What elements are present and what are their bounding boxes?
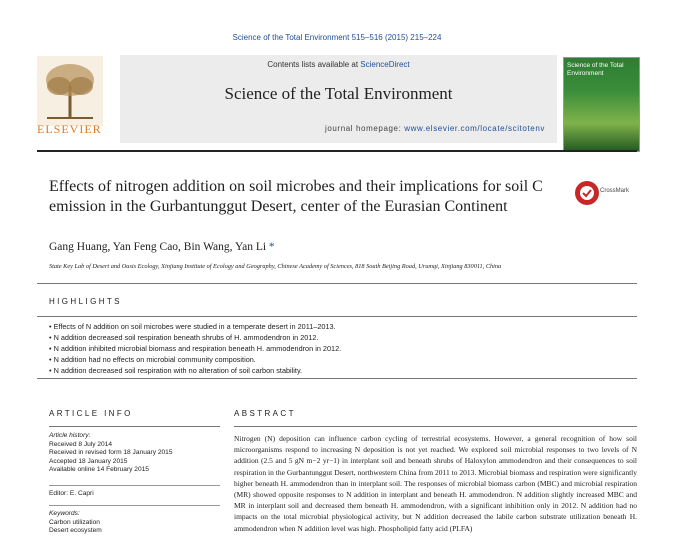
keyword: Carbon utilization [49,518,100,526]
author-list [49,241,275,253]
highlights-list [49,321,609,376]
divider [37,316,637,317]
editor: Editor: E. Capri [49,490,94,497]
history-revised: Received in revised form 18 January 2015 [49,449,173,457]
journal-citation[interactable]: Science of the Total Environment 515–516 (2015) 215–224 [232,33,442,42]
highlight-item: • N addition decreased soil respiration beneath shrubs of H. ammodendron in 2012. [49,333,319,342]
keywords [49,510,102,536]
crossmark-label[interactable]: CrossMark [600,188,630,194]
header-rule [37,150,637,152]
publisher-name: ELSEVIER [37,122,102,136]
elsevier-tree-logo [37,56,103,126]
affiliation: State Key Lab of Desert and Oasis Ecology, Xinjiang Institute of Ecology and Geography, Chinese Academy of Sciences, 818 South Beijing Road, Urumqi, Xinjiang 830011, China [49,263,502,270]
keywords-label: Keywords: [49,510,80,517]
journal-homepage [120,124,557,133]
abstract-text: Nitrogen (N) deposition can influence carbon cycling of terrestrial ecosystems. However, a general recognition of how soil microorganisms respond to increasing N deposition is not yet reached. We explored soil microbial responses to two levels of N addition (2.5 and 5 gN m−2 yr−1) in interplant soil and beneath shrubs of Haloxylon ammodendron and their consequences to soil respiration in the Gurbantunggut Desert, northwestern China from 2011 to 2013. Microbial biomass and respiration were significantly higher beneath H. ammodendron than in interplant soil. The responses of microbial biomass carbon (MBC) and microbial respiration (MR) showed opposite responses to N addition in interplant and beneath H. ammodendron. N addition slightly increased MBC and MR in interplant soil and decreased them beneath H. ammodendron, with a significant inhibition only in 2012. N addition had no impacts on the total microbial physiological activity, but N addition decreased the labile carbon substrate utilization beneath H. ammodendron when N addition level was high. Phospholipid fatty acid (PLFA) [234,434,637,533]
highlight-item: • N addition decreased soil respiration with no alteration of soil carbon stability. [49,366,303,375]
sciencedirect-link[interactable]: ScienceDirect [360,60,410,69]
divider [49,426,220,427]
highlight-item: • N addition inhibited microbial biomass and respiration beneath H. ammodendron in 2012. [49,344,342,353]
divider [49,485,220,486]
abstract-heading: ABSTRACT [234,409,296,418]
divider [37,378,637,379]
cover-title: Science of the Total Environment [567,62,624,77]
highlight-item: • Effects of N addition on soil microbes were studied in a temperate desert in 2011–2013. [49,322,336,331]
history-accepted: Accepted 18 January 2015 [49,457,128,465]
contents-line [120,60,557,69]
authors-text[interactable]: Gang Huang, Yan Feng Cao, Bin Wang, Yan Li [49,241,267,253]
divider [234,426,637,427]
history-online: Available online 14 February 2015 [49,466,149,474]
contents-prefix: Contents lists available at [267,60,361,69]
article-title: Effects of nitrogen addition on soil microbes and their implications for soil C emission in the Gurbantunggut Desert, center of the Eurasian Continent [49,178,543,215]
article-history [49,432,224,475]
journal-title: Science of the Total Environment [224,84,453,103]
history-received: Received 8 July 2014 [49,440,113,448]
crossmark-icon[interactable] [574,180,600,206]
divider [37,283,637,284]
highlight-item: • N addition had no effects on microbial community composition. [49,355,256,364]
homepage-prefix: journal homepage: [324,124,405,133]
keyword: Desert ecosystem [49,527,102,535]
article-info-heading: ARTICLE INFO [49,409,133,418]
highlights-heading: HIGHLIGHTS [49,297,122,306]
history-label: Article history: [49,432,91,439]
corresponding-author-mark[interactable]: * [268,241,275,253]
homepage-link[interactable]: www.elsevier.com/locate/scitotenv [404,124,545,133]
divider [49,505,220,506]
